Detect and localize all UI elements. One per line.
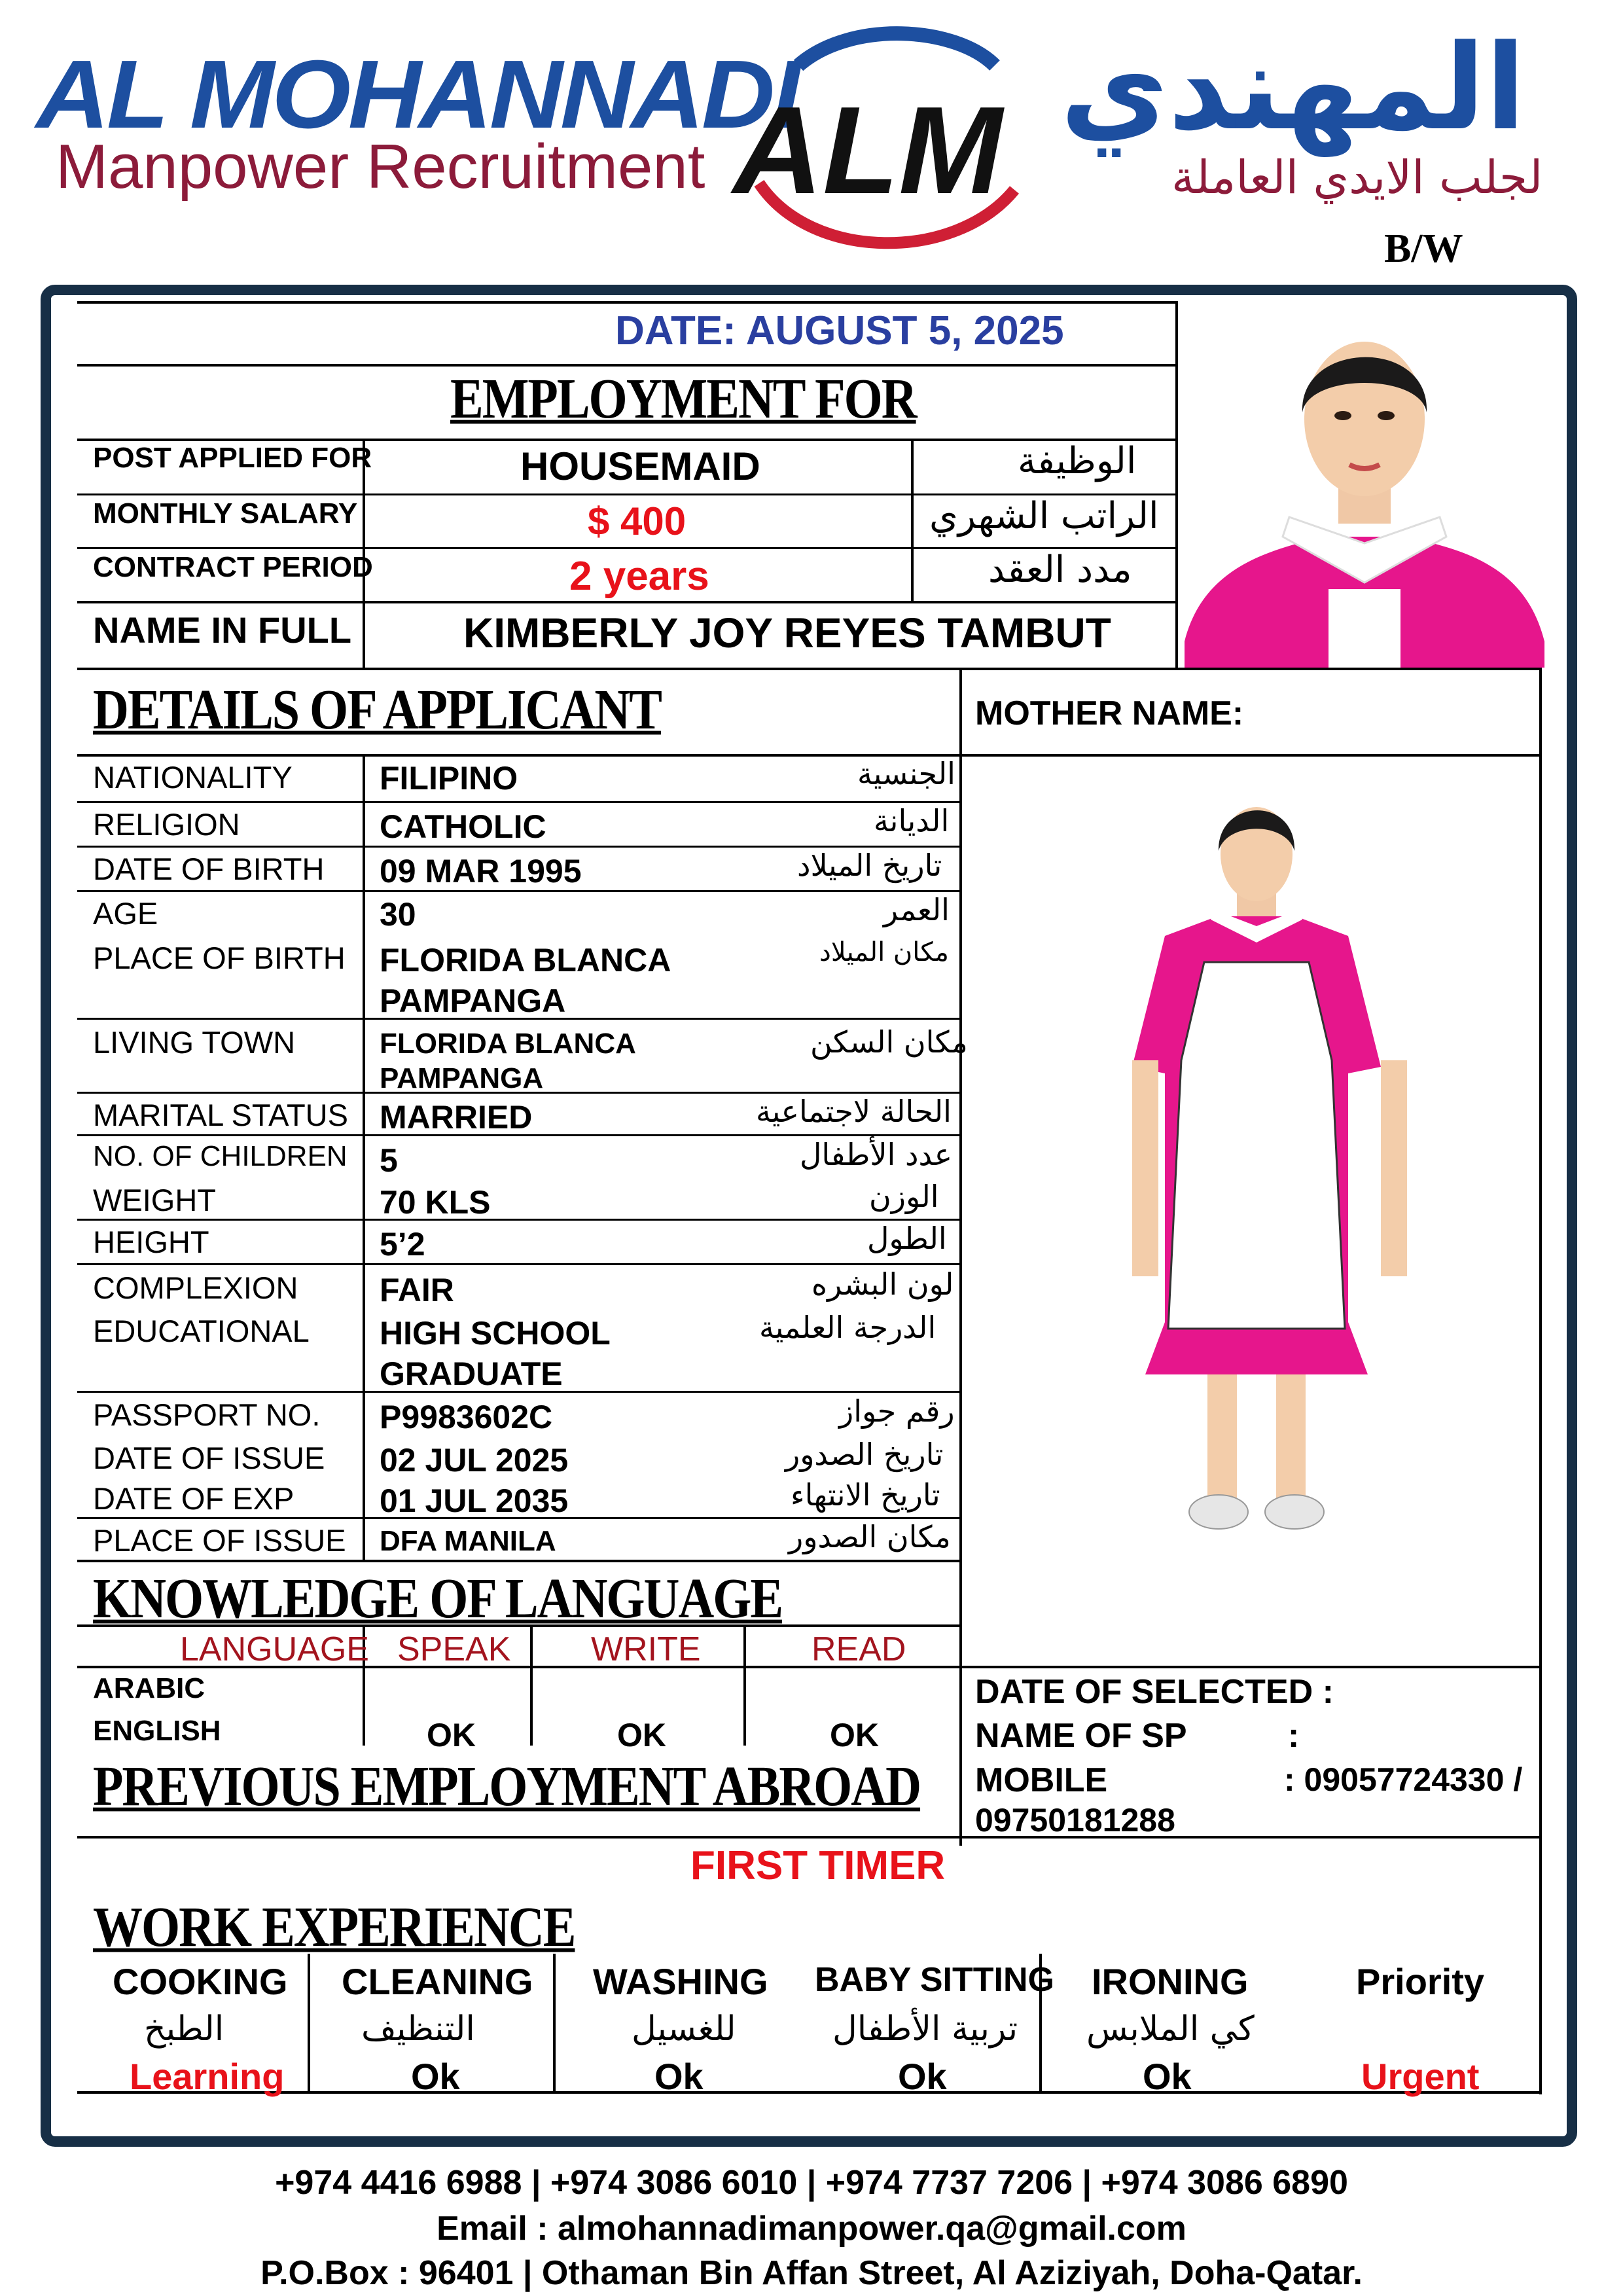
educational-arabic: الدرجة العلمية xyxy=(759,1310,936,1345)
priority-status: Urgent xyxy=(1361,2056,1480,2097)
educational-value-2: GRADUATE xyxy=(380,1355,563,1392)
nationality-arabic: الجنسية xyxy=(857,756,955,791)
language-heading: KNOWLEDGE OF LANGUAGE xyxy=(93,1567,783,1630)
footer-email: Email : almohannadimanpower.qa@gmail.com xyxy=(437,2210,1186,2248)
age-arabic: العمر xyxy=(883,892,950,927)
name-of-sp-label: NAME OF SP xyxy=(975,1717,1187,1755)
mobile-label: MOBILE xyxy=(975,1761,1108,1799)
brand-name-english: AL MOHANNADI xyxy=(36,41,798,149)
language-english-label: ENGLISH xyxy=(93,1715,221,1747)
footer-phones: +974 4416 6988 | +974 3086 6010 | +974 7737 7206 | +974 3086 6890 xyxy=(275,2164,1348,2202)
place-of-birth-arabic: مكان الميلاد xyxy=(819,937,949,967)
contract-period-value: 2 years xyxy=(569,554,709,599)
work-baby-sitting-arabic: تربية الأطفال xyxy=(832,2009,1018,2049)
complexion-label: COMPLEXION xyxy=(93,1270,298,1305)
marital-status-arabic: الحالة لاجتماعية xyxy=(756,1094,952,1129)
passport-no-arabic: رقم جواز xyxy=(839,1393,955,1429)
details-heading: DETAILS OF APPLICANT xyxy=(93,678,661,742)
mother-name-label: MOTHER NAME: xyxy=(975,694,1244,732)
place-of-birth-label: PLACE OF BIRTH xyxy=(93,941,346,975)
work-cleaning-status: Ok xyxy=(411,2056,460,2097)
work-washing-arabic: للغسيل xyxy=(632,2009,736,2049)
educational-label: EDUCATIONAL xyxy=(93,1314,310,1348)
date-of-birth-value: 09 MAR 1995 xyxy=(380,853,582,889)
no-of-children-value: 5 xyxy=(380,1142,398,1179)
height-value: 5’2 xyxy=(380,1226,425,1263)
place-of-birth-value: FLORIDA BLANCA xyxy=(380,942,671,978)
no-of-children-arabic: عدد الأطفال xyxy=(800,1137,953,1172)
weight-label: WEIGHT xyxy=(93,1183,216,1217)
monthly-salary-arabic: الراتب الشهري xyxy=(929,495,1159,537)
name-in-full-value: KIMBERLY JOY REYES TAMBUT xyxy=(463,609,1111,656)
language-arabic-label: ARABIC xyxy=(93,1672,205,1704)
name-of-sp-colon: : xyxy=(1288,1717,1300,1755)
complexion-value: FAIR xyxy=(380,1272,454,1308)
english-read-value: OK xyxy=(830,1717,879,1753)
language-col-header: LANGUAGE xyxy=(180,1630,369,1668)
post-applied-value: HOUSEMAID xyxy=(520,444,760,488)
passport-no-label: PASSPORT NO. xyxy=(93,1397,321,1432)
previous-employment-heading: PREVIOUS EMPLOYMENT ABROAD xyxy=(93,1755,921,1818)
date-of-selected-label: DATE OF SELECTED : xyxy=(975,1673,1334,1711)
marital-status-value: MARRIED xyxy=(380,1099,533,1136)
english-write-value: OK xyxy=(617,1717,666,1753)
living-town-value: FLORIDA BLANCA xyxy=(380,1028,636,1060)
date-of-exp-value: 01 JUL 2035 xyxy=(380,1482,569,1519)
age-value: 30 xyxy=(380,896,416,933)
contract-period-label: CONTRACT PERIOD xyxy=(93,551,373,583)
date-of-birth-label: DATE OF BIRTH xyxy=(93,852,325,886)
name-in-full-label: NAME IN FULL xyxy=(93,609,352,651)
form-date: DATE: AUGUST 5, 2025 xyxy=(615,308,1064,353)
first-timer-text: FIRST TIMER xyxy=(690,1843,946,1888)
height-label: HEIGHT xyxy=(93,1225,209,1259)
religion-value: CATHOLIC xyxy=(380,808,546,845)
date-of-birth-arabic: تاريخ الميلاد xyxy=(797,848,942,883)
living-town-arabic: مكان السكن xyxy=(810,1024,968,1060)
living-town-label: LIVING TOWN xyxy=(93,1025,296,1060)
brand-tagline-arabic: لجلب الايدي العاملة xyxy=(1171,151,1543,204)
passport-no-value: P9983602C xyxy=(380,1399,553,1435)
marital-status-label: MARITAL STATUS xyxy=(93,1098,348,1132)
educational-value: HIGH SCHOOL xyxy=(380,1315,611,1352)
living-town-value-2: PAMPANGA xyxy=(380,1062,544,1094)
work-ironing-status: Ok xyxy=(1143,2056,1192,2097)
monthly-salary-label: MONTHLY SALARY xyxy=(93,497,358,529)
work-washing-label: WASHING xyxy=(593,1961,768,2002)
post-applied-arabic: الوظيفة xyxy=(1018,440,1137,482)
work-cooking-arabic: الطبخ xyxy=(144,2009,224,2049)
work-ironing-label: IRONING xyxy=(1092,1961,1249,2002)
english-speak-value: OK xyxy=(427,1717,476,1753)
complexion-arabic: لون البشره xyxy=(812,1266,954,1302)
work-ironing-arabic: كي الملابس xyxy=(1086,2009,1255,2049)
applicant-full-body-photo xyxy=(1073,785,1466,1558)
mobile-value: : 09057724330 / xyxy=(1284,1761,1523,1798)
work-cleaning-label: CLEANING xyxy=(342,1961,533,2002)
priority-label: Priority xyxy=(1356,1961,1485,2002)
work-cooking-status: Learning xyxy=(130,2056,285,2097)
place-of-issue-value: DFA MANILA xyxy=(380,1525,556,1557)
read-col-header: READ xyxy=(812,1630,906,1668)
applicant-portrait-photo xyxy=(1178,301,1551,668)
height-arabic: الطول xyxy=(867,1221,947,1256)
religion-label: RELIGION xyxy=(93,807,240,842)
weight-value: 70 KLS xyxy=(380,1184,491,1221)
write-col-header: WRITE xyxy=(591,1630,701,1668)
date-of-exp-label: DATE OF EXP xyxy=(93,1481,294,1516)
brand-tagline-english: Manpower Recruitment xyxy=(56,132,705,202)
monthly-salary-value: $ 400 xyxy=(588,499,687,543)
brand-name-arabic: المهندي xyxy=(1060,20,1526,156)
place-of-issue-label: PLACE OF ISSUE xyxy=(93,1523,346,1558)
date-of-issue-value: 02 JUL 2025 xyxy=(380,1442,569,1479)
no-of-children-label: NO. OF CHILDREN xyxy=(93,1140,348,1172)
nationality-label: NATIONALITY xyxy=(93,760,293,795)
work-experience-heading: WORK EXPERIENCE xyxy=(93,1895,575,1959)
place-of-issue-arabic: مكان الصدور xyxy=(789,1519,951,1554)
mobile-value-2: 09750181288 xyxy=(975,1802,1175,1839)
form-title: EMPLOYMENT FOR xyxy=(450,367,916,431)
post-applied-label: POST APPLIED FOR xyxy=(93,442,372,474)
work-baby-sitting-status: Ok xyxy=(898,2056,947,2097)
work-cooking-label: COOKING xyxy=(113,1961,288,2002)
footer-address: P.O.Box : 96401 | Othaman Bin Affan Street, Al Aziziyah, Doha-Qatar. xyxy=(260,2254,1363,2292)
age-label: AGE xyxy=(93,896,158,931)
alm-logo-icon xyxy=(720,26,1060,262)
date-of-issue-label: DATE OF ISSUE xyxy=(93,1441,325,1475)
contract-period-arabic: مدد العقد xyxy=(988,548,1132,591)
work-cleaning-arabic: التنظيف xyxy=(361,2009,475,2049)
work-washing-status: Ok xyxy=(654,2056,704,2097)
logo-text: ALM xyxy=(733,81,1003,220)
nationality-value: FILIPINO xyxy=(380,760,518,797)
religion-arabic: الديانة xyxy=(874,803,950,838)
work-baby-sitting-label: BABY SITTING xyxy=(815,1961,1054,1999)
speak-col-header: SPEAK xyxy=(397,1630,511,1668)
weight-arabic: الوزن xyxy=(869,1179,939,1214)
date-of-issue-arabic: تاريخ الصدور xyxy=(785,1437,944,1472)
place-of-birth-value-2: PAMPANGA xyxy=(380,982,566,1019)
date-of-exp-arabic: تاريخ الانتهاء xyxy=(791,1477,940,1513)
bw-marker: B/W xyxy=(1384,226,1463,271)
